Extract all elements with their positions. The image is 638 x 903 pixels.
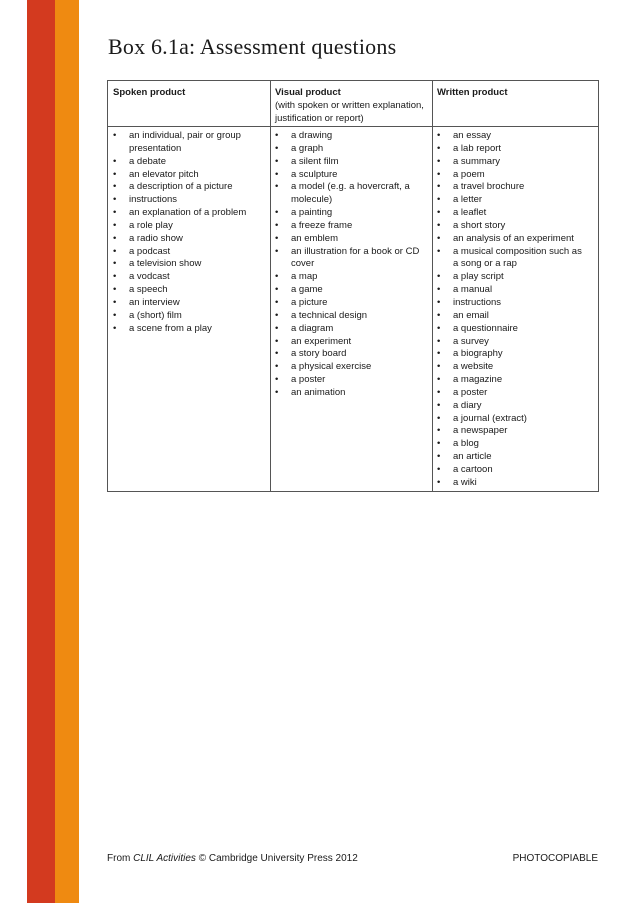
- bullet-icon: •: [437, 284, 441, 296]
- list-item: [437, 246, 589, 272]
- list-item-text: a vodcast: [129, 271, 170, 283]
- bullet-icon: •: [113, 232, 117, 244]
- bullet-icon: •: [275, 207, 279, 219]
- list-item-text: an animation: [291, 386, 346, 398]
- list-item-text: a model (e.g. a hovercraft, a molecule): [291, 181, 410, 206]
- header-visual-title: Visual product: [275, 87, 341, 98]
- list-item: [437, 194, 589, 207]
- list-item: [437, 361, 589, 374]
- list-item-text: a cartoon: [453, 463, 493, 475]
- list-item: [113, 233, 263, 246]
- list-item-text: instructions: [129, 194, 178, 206]
- bullet-icon: •: [275, 374, 279, 386]
- list-item: [275, 387, 427, 400]
- list-item: [275, 284, 427, 297]
- list-item: [437, 271, 589, 284]
- list-item-text: an individual, pair or group presentation: [129, 130, 241, 154]
- bullet-icon: •: [113, 219, 117, 231]
- bullet-icon: •: [437, 399, 441, 411]
- list-item: [437, 336, 589, 349]
- list-item-text: a blog: [453, 438, 479, 450]
- bullet-icon: •: [437, 374, 441, 386]
- bullet-icon: •: [275, 142, 279, 154]
- bullet-icon: •: [275, 361, 279, 373]
- header-visual-subtitle: (with spoken or written explanation, justification or report): [275, 100, 424, 124]
- list-item-text: a debate: [129, 155, 166, 167]
- list-item-text: an elevator pitch: [129, 168, 199, 180]
- bullet-icon: •: [113, 271, 117, 283]
- bullet-icon: •: [437, 207, 441, 219]
- bullet-icon: •: [437, 142, 441, 154]
- list-item-text: an analysis of an experiment: [453, 232, 574, 244]
- list-item: [275, 374, 427, 387]
- list-item: [275, 336, 427, 349]
- footer-photocopiable: PHOTOCOPIABLE: [512, 853, 598, 864]
- list-item: [113, 130, 263, 156]
- list-item-text: a musical composition such as a song or a rap: [453, 245, 582, 270]
- list-item-text: instructions: [453, 296, 502, 308]
- list-item: [437, 220, 589, 233]
- bullet-icon: •: [275, 245, 279, 257]
- written-product-list: [437, 130, 589, 490]
- header-written-title: Written product: [437, 87, 508, 98]
- list-item-text: a silent film: [291, 155, 339, 167]
- bullet-icon: •: [275, 348, 279, 360]
- list-item: [113, 258, 263, 271]
- bullet-icon: •: [113, 296, 117, 308]
- list-item-text: a summary: [453, 155, 500, 167]
- list-item-text: a (short) film: [129, 309, 182, 321]
- footer-copyright: © Cambridge University Press 2012: [195, 853, 358, 864]
- list-item-text: a picture: [291, 296, 328, 308]
- bullet-icon: •: [437, 245, 441, 257]
- list-item: [113, 181, 263, 194]
- list-item: [437, 181, 589, 194]
- list-item-text: a sculpture: [291, 168, 338, 180]
- list-item-text: a podcast: [129, 245, 171, 257]
- list-item-text: an essay: [453, 130, 492, 141]
- bullet-icon: •: [437, 194, 441, 206]
- bullet-icon: •: [437, 155, 441, 167]
- header-visual: [275, 86, 427, 125]
- list-item: [275, 297, 427, 310]
- list-item-text: a questionnaire: [453, 322, 518, 334]
- bullet-icon: •: [275, 155, 279, 167]
- list-item-text: a role play: [129, 219, 173, 231]
- list-item: [113, 323, 263, 336]
- list-item: [437, 323, 589, 336]
- list-item: [275, 207, 427, 220]
- list-item-text: a journal (extract): [453, 412, 527, 424]
- bullet-icon: •: [113, 284, 117, 296]
- bullet-icon: •: [437, 271, 441, 283]
- list-item-text: an article: [453, 451, 492, 463]
- list-item: [437, 233, 589, 246]
- list-item-text: a lab report: [453, 142, 502, 154]
- list-item-text: a physical exercise: [291, 361, 372, 373]
- bullet-icon: •: [437, 463, 441, 475]
- bullet-icon: •: [437, 361, 441, 373]
- list-item-text: a graph: [291, 142, 324, 154]
- list-item-text: a biography: [453, 348, 503, 360]
- list-item: [113, 156, 263, 169]
- bullet-icon: •: [437, 425, 441, 437]
- bullet-icon: •: [113, 322, 117, 334]
- bullet-icon: •: [437, 335, 441, 347]
- list-item: [437, 143, 589, 156]
- list-item: [113, 297, 263, 310]
- list-item-text: a map: [291, 271, 318, 283]
- bullet-icon: •: [113, 258, 117, 270]
- list-item: [275, 348, 427, 361]
- list-item-text: a freeze frame: [291, 219, 353, 231]
- list-item: [113, 246, 263, 259]
- list-item: [275, 233, 427, 246]
- bullet-icon: •: [437, 232, 441, 244]
- list-item: [113, 284, 263, 297]
- bullet-icon: •: [275, 296, 279, 308]
- list-item-text: a poster: [291, 374, 326, 386]
- bullet-icon: •: [113, 181, 117, 193]
- list-item: [437, 297, 589, 310]
- list-item: [437, 477, 589, 490]
- bullet-icon: •: [437, 130, 441, 141]
- page-title: Box 6.1a: Assessment questions: [108, 34, 397, 59]
- header-written: [437, 86, 587, 99]
- header-spoken-title: Spoken product: [113, 87, 186, 98]
- list-item-text: an explanation of a problem: [129, 207, 247, 219]
- list-item: [437, 374, 589, 387]
- list-item: [113, 194, 263, 207]
- visual-product-list: [275, 130, 427, 400]
- list-item-text: a speech: [129, 284, 168, 296]
- list-item-text: a short story: [453, 219, 506, 231]
- bullet-icon: •: [437, 412, 441, 424]
- footer-book-title: CLIL Activities: [133, 853, 196, 864]
- bullet-icon: •: [113, 130, 117, 141]
- list-item: [437, 425, 589, 438]
- list-item-text: a poster: [453, 386, 488, 398]
- bullet-icon: •: [437, 476, 441, 488]
- footer-credit: [107, 853, 358, 864]
- bullet-icon: •: [437, 451, 441, 463]
- list-item-text: a newspaper: [453, 425, 508, 437]
- bullet-icon: •: [113, 155, 117, 167]
- list-item: [437, 130, 589, 143]
- list-item-text: an email: [453, 309, 489, 321]
- bullet-icon: •: [437, 181, 441, 193]
- decorative-stripe-red: [27, 0, 55, 903]
- bullet-icon: •: [437, 309, 441, 321]
- list-item-text: an interview: [129, 296, 180, 308]
- list-item-text: an experiment: [291, 335, 352, 347]
- bullet-icon: •: [113, 245, 117, 257]
- list-item: [275, 130, 427, 143]
- list-item: [275, 323, 427, 336]
- list-item-text: a television show: [129, 258, 202, 270]
- bullet-icon: •: [275, 168, 279, 180]
- list-item-text: a survey: [453, 335, 489, 347]
- bullet-icon: •: [275, 232, 279, 244]
- list-item: [275, 310, 427, 323]
- list-item: [275, 143, 427, 156]
- list-item: [275, 181, 427, 207]
- list-item: [437, 207, 589, 220]
- list-item: [437, 348, 589, 361]
- bullet-icon: •: [437, 296, 441, 308]
- list-item-text: a scene from a play: [129, 322, 212, 334]
- bullet-icon: •: [275, 130, 279, 141]
- list-item-text: a drawing: [291, 130, 333, 141]
- list-item: [275, 271, 427, 284]
- column-divider: [432, 81, 433, 491]
- list-item-text: an illustration for a book or CD cover: [291, 245, 420, 270]
- list-item-text: a radio show: [129, 232, 183, 244]
- list-item-text: an emblem: [291, 232, 338, 244]
- list-item-text: a technical design: [291, 309, 368, 321]
- list-item: [437, 284, 589, 297]
- list-item: [113, 220, 263, 233]
- bullet-icon: •: [275, 219, 279, 231]
- list-item: [437, 400, 589, 413]
- decorative-stripe-orange: [55, 0, 79, 903]
- list-item-text: a magazine: [453, 374, 503, 386]
- bullet-icon: •: [275, 181, 279, 193]
- list-item: [437, 451, 589, 464]
- list-item: [275, 220, 427, 233]
- list-item-text: a diagram: [291, 322, 334, 334]
- footer-prefix: From: [107, 853, 134, 864]
- bullet-icon: •: [275, 284, 279, 296]
- list-item: [113, 271, 263, 284]
- list-item-text: a story board: [291, 348, 347, 360]
- list-item: [437, 413, 589, 426]
- list-item: [437, 156, 589, 169]
- list-item: [275, 361, 427, 374]
- list-item: [437, 464, 589, 477]
- bullet-icon: •: [113, 207, 117, 219]
- list-item: [437, 387, 589, 400]
- bullet-icon: •: [437, 168, 441, 180]
- list-item: [113, 310, 263, 323]
- list-item: [437, 169, 589, 182]
- list-item-text: a letter: [453, 194, 483, 206]
- bullet-icon: •: [113, 194, 117, 206]
- list-item: [275, 169, 427, 182]
- list-item-text: a website: [453, 361, 494, 373]
- bullet-icon: •: [437, 438, 441, 450]
- list-item: [437, 310, 589, 323]
- assessment-table: [107, 80, 599, 492]
- list-item-text: a play script: [453, 271, 504, 283]
- spoken-product-list: [113, 130, 263, 336]
- list-item: [113, 207, 263, 220]
- bullet-icon: •: [275, 335, 279, 347]
- bullet-icon: •: [437, 219, 441, 231]
- list-item-text: a description of a picture: [129, 181, 233, 193]
- bullet-icon: •: [437, 386, 441, 398]
- list-item-text: a leaflet: [453, 207, 487, 219]
- list-item: [275, 246, 427, 272]
- bullet-icon: •: [275, 322, 279, 334]
- list-item-text: a painting: [291, 207, 333, 219]
- list-item-text: a poem: [453, 168, 485, 180]
- list-item-text: a manual: [453, 284, 493, 296]
- bullet-icon: •: [113, 168, 117, 180]
- bullet-icon: •: [275, 309, 279, 321]
- list-item: [113, 169, 263, 182]
- list-item-text: a diary: [453, 399, 482, 411]
- bullet-icon: •: [113, 309, 117, 321]
- list-item-text: a travel brochure: [453, 181, 525, 193]
- bullet-icon: •: [437, 348, 441, 360]
- header-spoken: [113, 86, 263, 99]
- list-item-text: a game: [291, 284, 323, 296]
- list-item: [437, 438, 589, 451]
- bullet-icon: •: [275, 271, 279, 283]
- bullet-icon: •: [437, 322, 441, 334]
- list-item: [275, 156, 427, 169]
- column-divider: [270, 81, 271, 491]
- list-item-text: a wiki: [453, 476, 477, 488]
- bullet-icon: •: [275, 386, 279, 398]
